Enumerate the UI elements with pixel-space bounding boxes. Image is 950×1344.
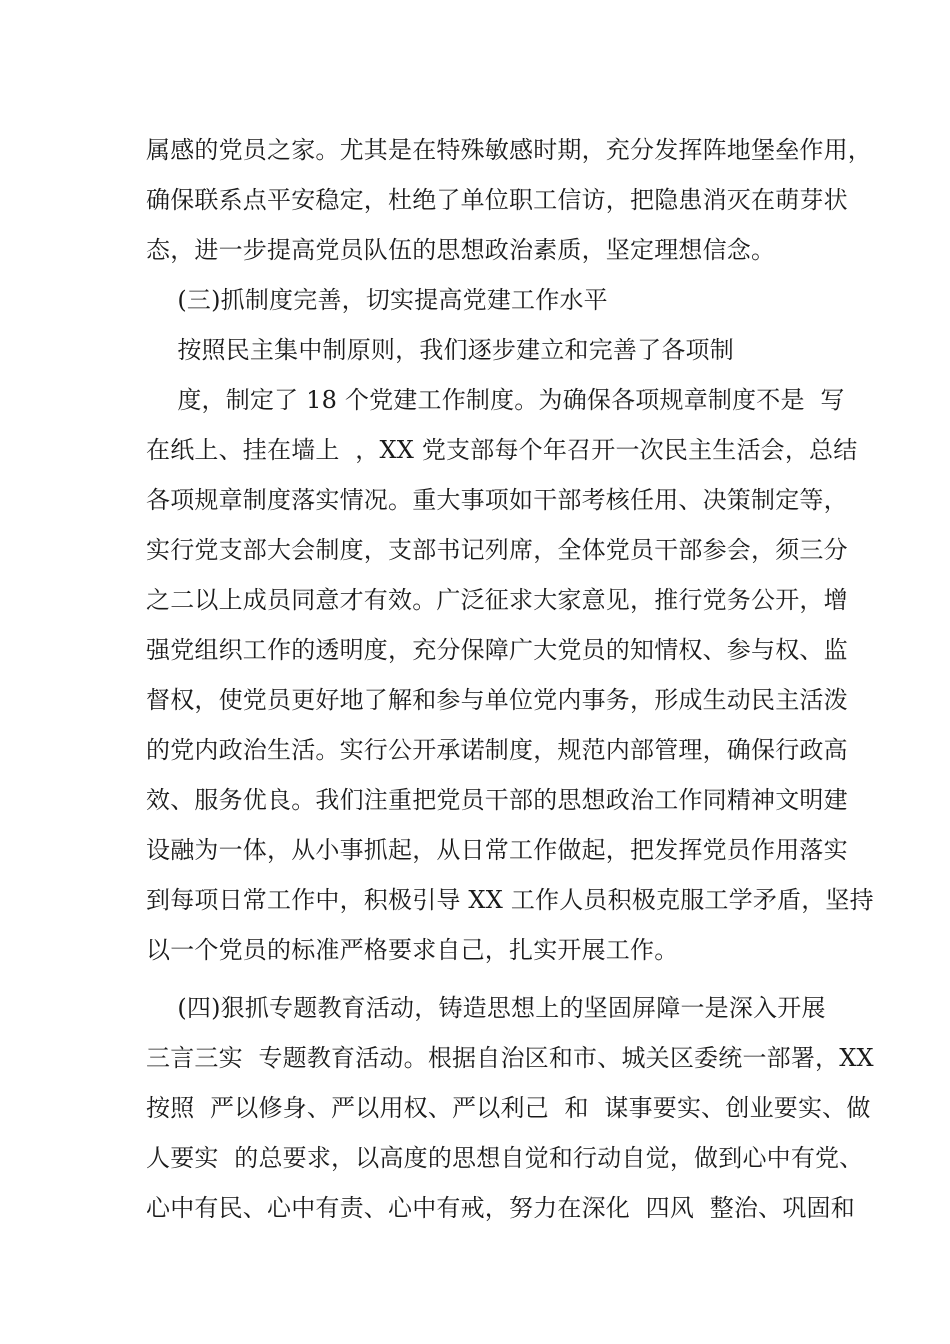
text-line: 设融为一体，从小事抓起，从日常工作做起，把发挥党员作用落实	[146, 836, 848, 864]
text-line: 确保联系点平安稳定，杜绝了单位职工信访，把隐患消灭在萌芽状	[146, 186, 848, 214]
text-line: 之二以上成员同意才有效。广泛征求大家意见，推行党务公开，增	[146, 586, 848, 614]
text-line: 的党内政治生活。实行公开承诺制度，规范内部管理，确保行政高	[146, 736, 848, 764]
text-line: 效、服务优良。我们注重把党员干部的思想政治工作同精神文明建	[146, 786, 848, 814]
document-body	[146, 125, 874, 1233]
text-line: 三言三实 专题教育活动。根据自治区和市、城关区委统一部署，XX	[146, 1044, 874, 1072]
text-line: 实行党支部大会制度，支部书记列席，全体党员干部参会，须三分	[146, 536, 848, 564]
section-heading-4: (四)狠抓专题教育活动，铸造思想上的坚固屏障一是深入开展	[146, 994, 826, 1022]
section-heading-3: (三)抓制度完善，切实提高党建工作水平	[146, 286, 608, 314]
text-line: 强党组织工作的透明度，充分保障广大党员的知情权、参与权、监	[146, 636, 848, 664]
text-line: 按照 严以修身、严以用权、严以利己 和 谋事要实、创业要实、做	[146, 1094, 871, 1122]
text-line: 人要实 的总要求，以高度的思想自觉和行动自觉，做到心中有党、	[146, 1144, 864, 1172]
text-line: 督权，使党员更好地了解和参与单位党内事务，形成生动民主活泼	[146, 686, 848, 714]
text-line: 度，制定了 18 个党建工作制度。为确保各项规章制度不是 写	[146, 386, 845, 414]
text-line: 以一个党员的标准严格要求自己，扎实开展工作。	[146, 936, 679, 964]
text-line: 心中有民、心中有责、心中有戒，努力在深化 四风 整治、巩固和	[146, 1194, 855, 1222]
text-line: 态，进一步提高党员队伍的思想政治素质，坚定理想信念。	[146, 236, 776, 264]
text-line: 到每项日常工作中，积极引导 XX 工作人员积极克服工学矛盾，坚持	[146, 886, 874, 914]
text-line: 各项规章制度落实情况。重大事项如干部考核任用、决策制定等，	[146, 486, 848, 514]
text-line: 按照民主集中制原则，我们逐步建立和完善了各项制	[146, 336, 734, 364]
text-line: 在纸上、挂在墙上 ，XX 党支部每个年召开一次民主生活会，总结	[146, 436, 858, 464]
text-line: 属感的党员之家。尤其是在特殊敏感时期，充分发挥阵地堡垒作用，	[146, 136, 872, 164]
paragraph-gap	[146, 975, 816, 983]
